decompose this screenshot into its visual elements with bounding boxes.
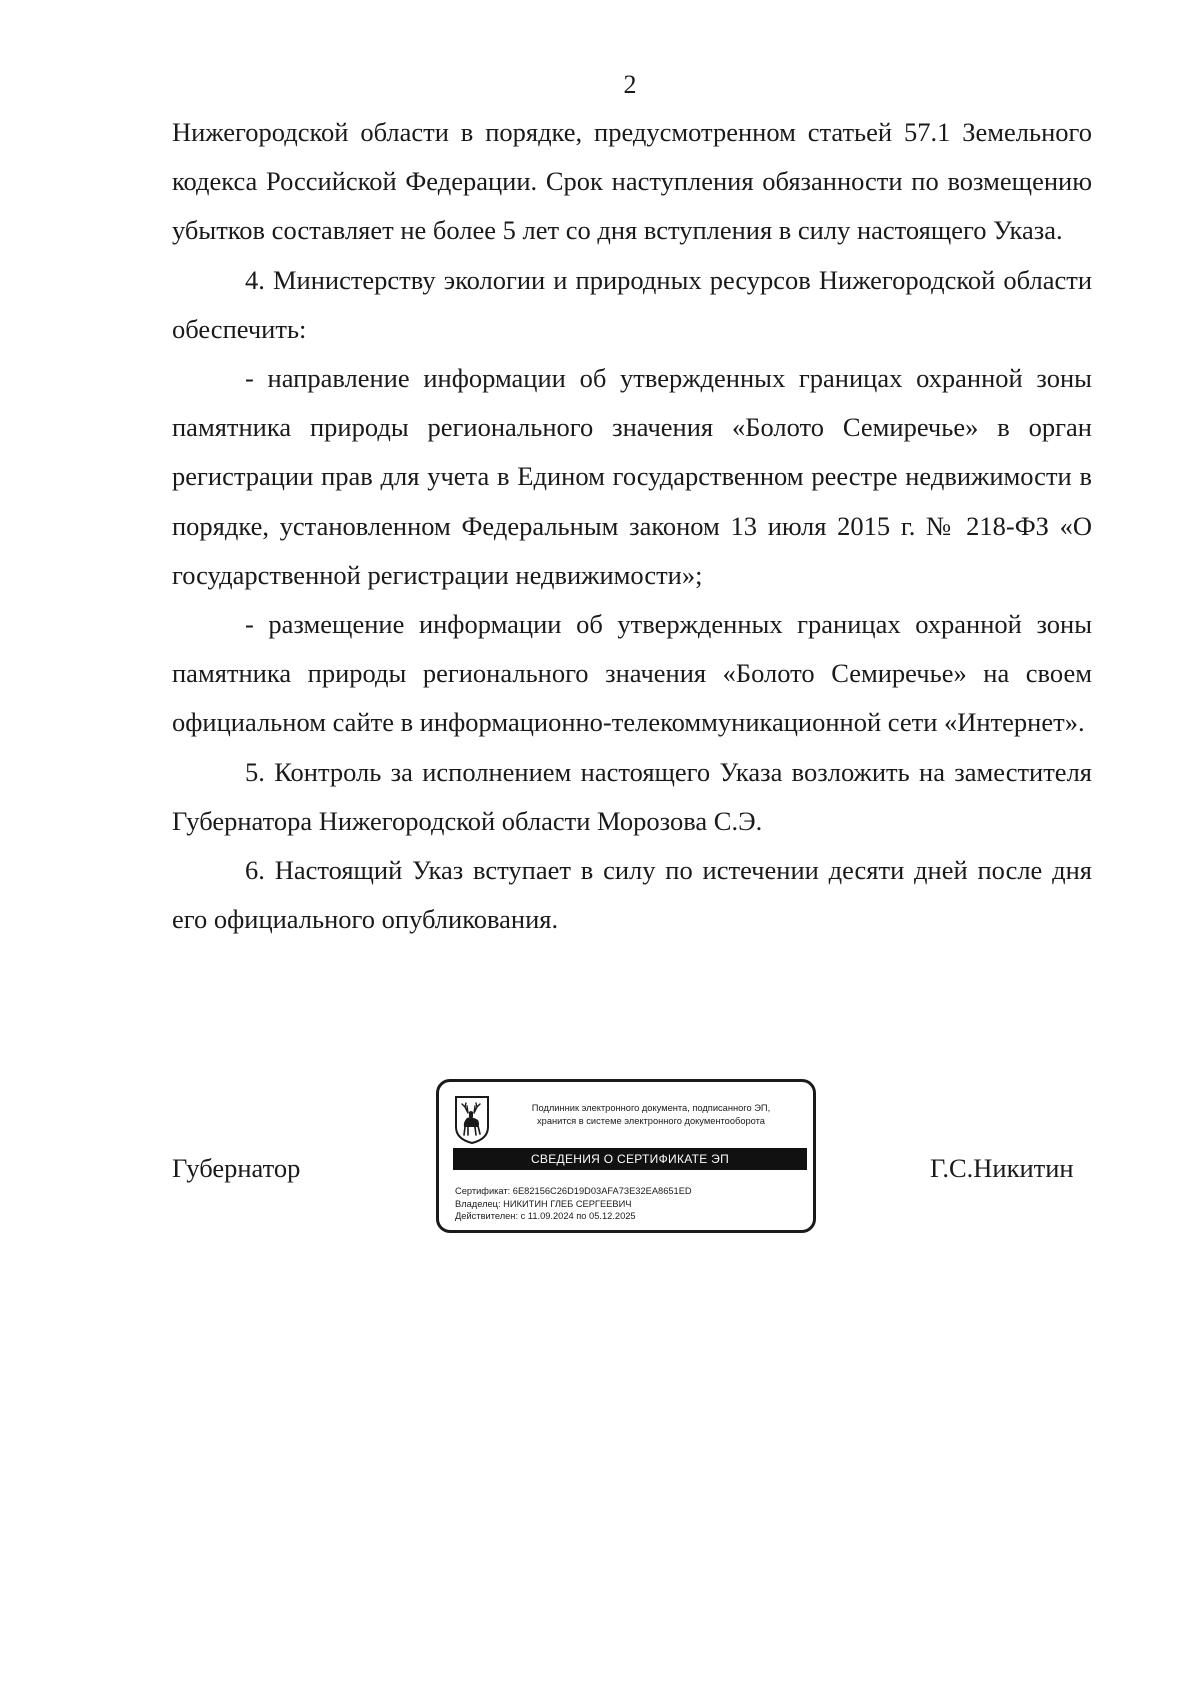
paragraph-continuation: Нижегородской области в порядке, предусмотренном статьей 57.1 Земельного кодекса Российской Федерации. Срок наступления обязанности по возмещению убытков составляет не более 5 лет со дня вступления в силу настоящего Указа. (172, 117, 1092, 246)
paragraph-subitem-registration: - направление информации об утвержденных границах охранной зоны памятника природы регионального значения «Болото Семиречье» в орган регистрации прав для учета в Едином государственном реестре недвижимости в порядке, установленном Федеральным законом 13 июля 2015 г. № 218-ФЗ «О государственной регистрации недвижимости»; (172, 363, 1092, 590)
stamp-notice-line-2: хранится в системе электронного документооборота (537, 1116, 765, 1126)
stamp-banner: СВЕДЕНИЯ О СЕРТИФИКАТЕ ЭП (453, 1148, 807, 1170)
signer-title: Губернатор (172, 1153, 301, 1183)
stamp-validity: Действителен: с 11.09.2024 по 05.12.2025 (455, 1211, 636, 1221)
paragraph-item-5: 5. Контроль за исполнением настоящего Указа возложить на заместителя Губернатора Нижегородской области Морозова С.Э. (172, 756, 1092, 836)
stamp-notice (495, 1102, 807, 1128)
stamp-certificate-details (455, 1185, 692, 1223)
page-number: 2 (623, 70, 637, 99)
stamp-notice-line-1: Подлинник электронного документа, подписанного ЭП, (531, 1103, 771, 1113)
decree-body (172, 108, 1092, 944)
signer-name: Г.С.Никитин (930, 1153, 1074, 1183)
paragraph-item-6: 6. Настоящий Указ вступает в силу по истечении десяти дней после дня его официального опубликования. (172, 855, 1092, 935)
stamp-certificate-number: Сертификат: 6E82156C26D19D03AFA73E32EA8651ED (455, 1186, 692, 1196)
paragraph-subitem-publication: - размещение информации об утвержденных границах охранной зоны памятника природы регионального значения «Болото Семиречье» на своем официальном сайте в информационно-телекоммуникационной сети «Интернет». (172, 609, 1092, 738)
electronic-signature-stamp (436, 1079, 816, 1233)
deer-coat-of-arms-icon (453, 1095, 491, 1145)
paragraph-item-4: 4. Министерству экологии и природных ресурсов Нижегородской области обеспечить: (172, 264, 1092, 344)
stamp-owner: Владелец: НИКИТИН ГЛЕБ СЕРГЕЕВИЧ (455, 1198, 632, 1209)
